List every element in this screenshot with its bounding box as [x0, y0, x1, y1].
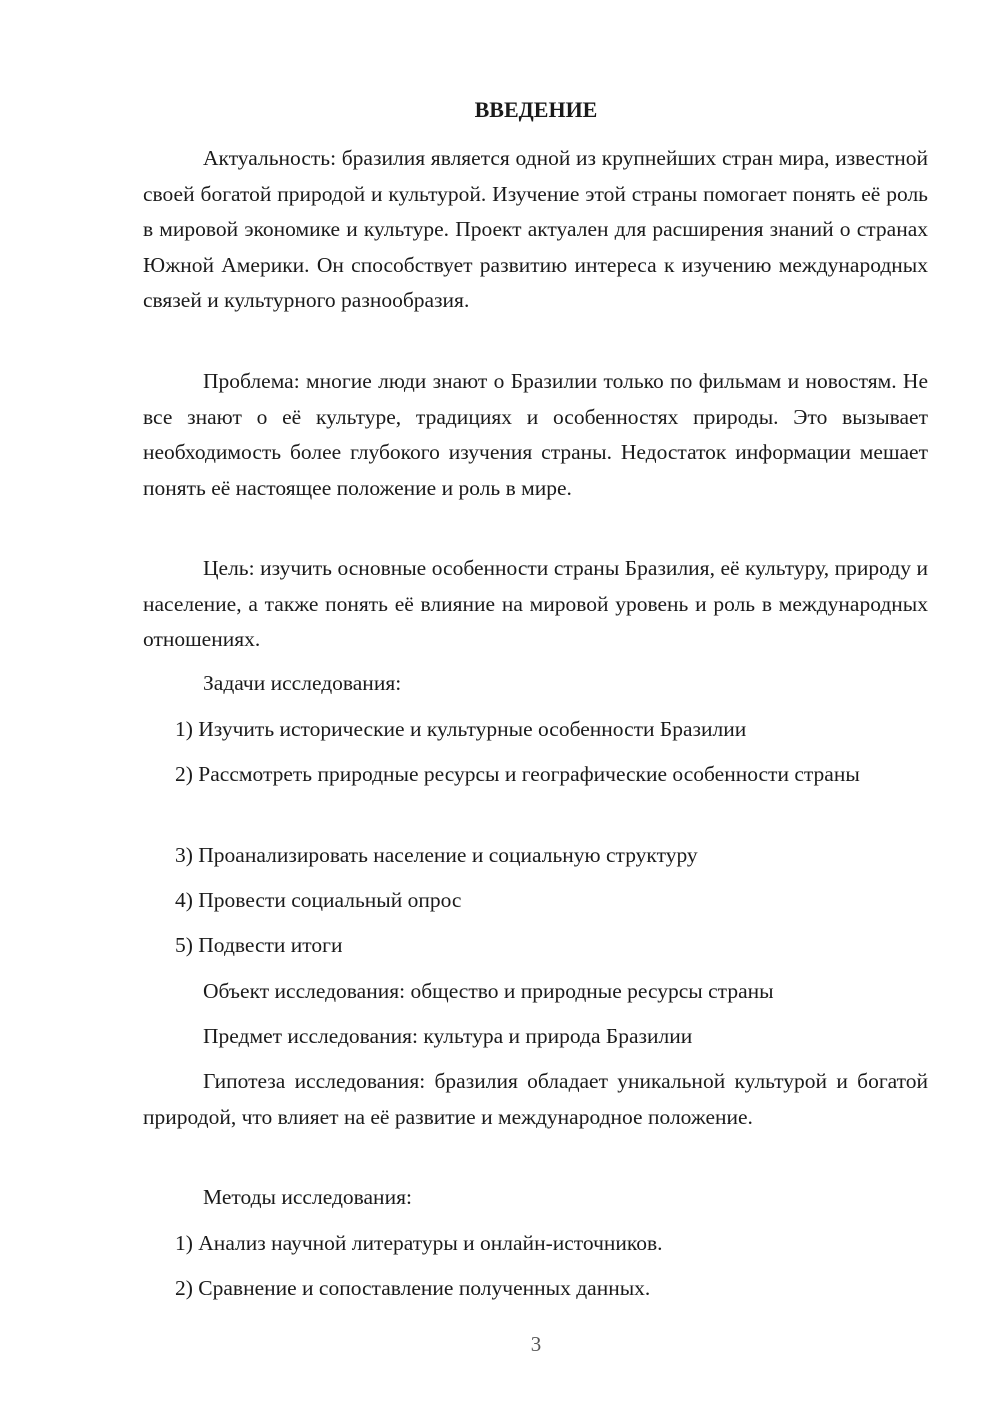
task-list-item	[143, 883, 928, 919]
task-list-item	[143, 928, 928, 964]
methods-section	[143, 1180, 928, 1216]
subject-paragraph: Предмет исследования: культура и природа Бразилии	[203, 1024, 693, 1048]
task-list-item	[143, 838, 928, 874]
method-list-item	[143, 1271, 928, 1307]
task-item-4: 4) Провести социальный опрос	[175, 888, 462, 912]
task-item-2: 2) Рассмотреть природные ресурсы и географические особенности страны	[175, 762, 860, 786]
methods-title: Методы исследования:	[203, 1185, 412, 1209]
problem-paragraph: Проблема: многие люди знают о Бразилии только по фильмам и новостям. Не все знают о её культуре, традициях и особенностях природы. Это вызывает необходимость более глубокого изучения страны. Недостаток информации мешает понять её настоящее положение и роль в мире.	[143, 369, 928, 500]
hypothesis-paragraph: Гипотеза исследования: бразилия обладает уникальной культурой и богатой природой, что влияет на её развитие и международное положение.	[143, 1069, 928, 1129]
hypothesis-section	[143, 1064, 928, 1135]
task-item-1: 1) Изучить исторические и культурные особенности Бразилии	[175, 717, 747, 741]
method-list-item	[143, 1226, 928, 1262]
tasks-title: Задачи исследования:	[203, 671, 402, 695]
object-section	[143, 974, 928, 1010]
task-item-5: 5) Подвести итоги	[175, 933, 343, 957]
subject-section	[143, 1019, 928, 1055]
task-item-3: 3) Проанализировать население и социальную структуру	[175, 843, 698, 867]
relevance-section	[143, 141, 928, 319]
goal-section	[143, 551, 928, 658]
page-number: 3	[530, 1332, 542, 1356]
method-item-1: 1) Анализ научной литературы и онлайн-источников.	[175, 1231, 663, 1255]
method-item-2: 2) Сравнение и сопоставление полученных данных.	[175, 1276, 651, 1300]
goal-paragraph: Цель: изучить основные особенности страны Бразилия, её культуру, природу и население, а также понять её влияние на мировой уровень и роль в международных отношениях.	[143, 556, 928, 651]
page-title: ВВЕДЕНИЕ	[474, 97, 598, 122]
object-paragraph: Объект исследования: общество и природные ресурсы страны	[203, 979, 774, 1003]
task-list-item	[143, 757, 928, 793]
problem-section	[143, 364, 928, 506]
relevance-paragraph: Актуальность: бразилия является одной из крупнейших стран мира, известной своей богатой природой и культурой. Изучение этой страны помогает понять её роль в мировой экономике и культуре. Проект актуален для расширения знаний о странах Южной Америки. Он способствует развитию интереса к изучению международных связей и культурного разнообразия.	[143, 146, 928, 312]
task-list-item	[143, 712, 928, 748]
tasks-section	[143, 666, 928, 702]
